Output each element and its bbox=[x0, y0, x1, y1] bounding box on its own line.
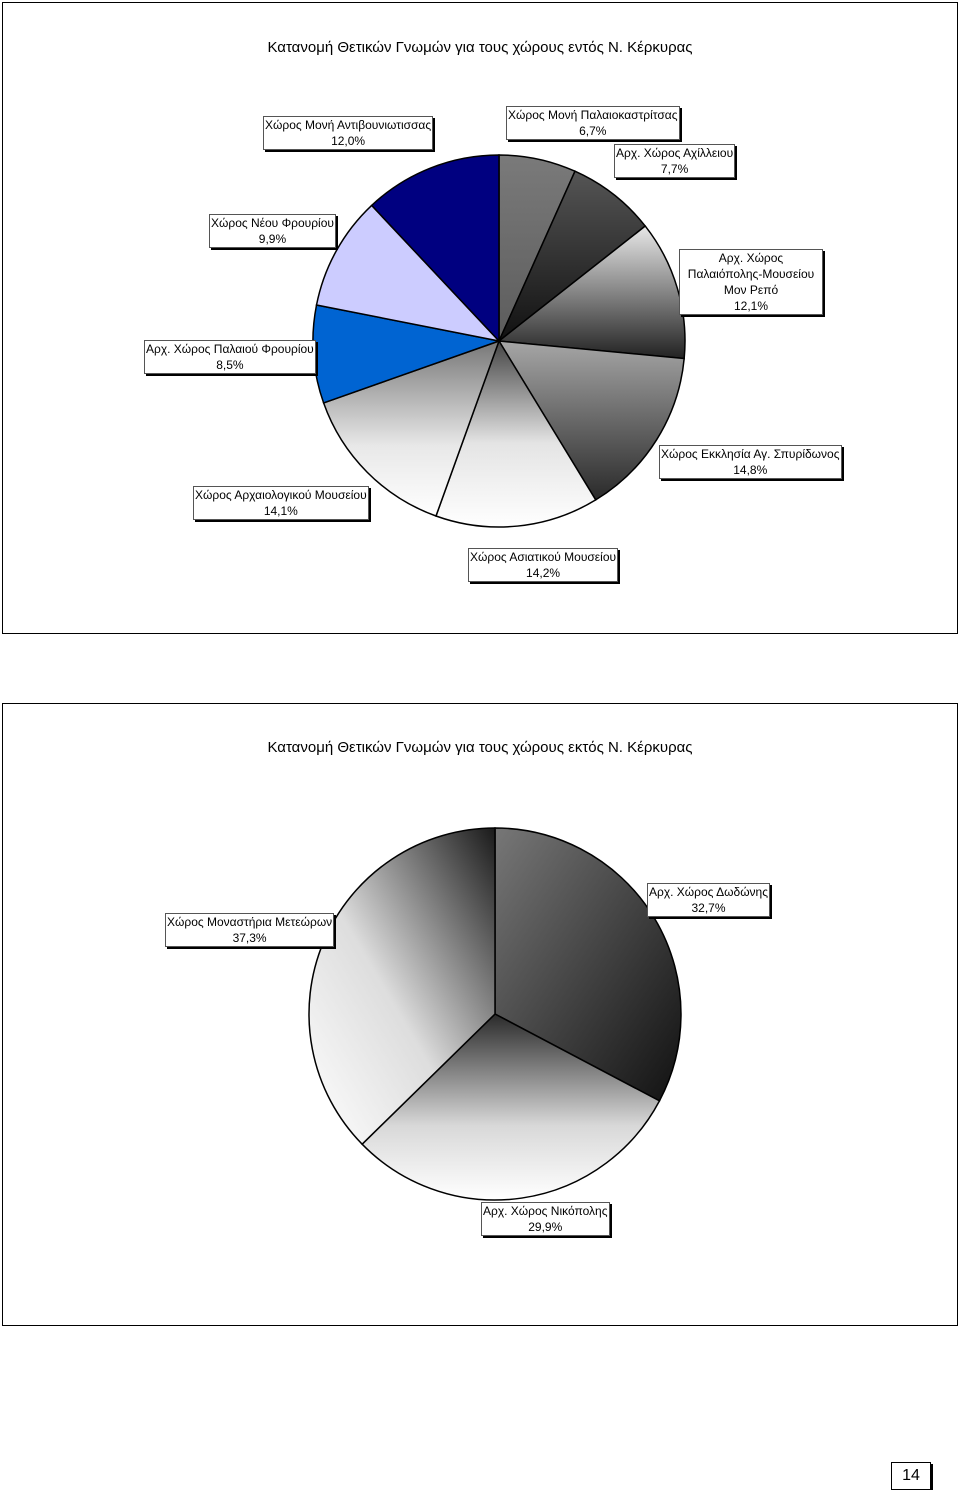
label-name: Αρχ. Χώρος Δωδώνης bbox=[649, 885, 769, 899]
label-pct: 32,7% bbox=[691, 901, 726, 915]
pie-chart-inside-kerkyra bbox=[2, 2, 958, 634]
label-name: Χώρος Εκκλησία Αγ. Σπυρίδωνος bbox=[661, 447, 840, 461]
label-name: Χώρος Μονή Παλαιοκαστρίτσας bbox=[508, 108, 678, 122]
label-moni-antivouniotissas bbox=[263, 116, 433, 150]
label-name: Αρχ. Χώρος Αχίλλειου bbox=[616, 146, 734, 160]
label-moni-palaiokastritsas bbox=[506, 106, 680, 140]
label-pct: 7,7% bbox=[660, 162, 689, 176]
label-name: Αρχ. Χώρος Παλαιόπολης-Μουσείου Μον Ρεπό bbox=[687, 251, 815, 297]
label-neo-frourio bbox=[209, 214, 336, 248]
label-pct: 37,3% bbox=[232, 931, 267, 945]
label-palaio-frourio bbox=[144, 340, 316, 374]
label-pct: 14,8% bbox=[733, 463, 768, 477]
label-name: Χώρος Νέου Φρουρίου bbox=[211, 216, 334, 230]
label-nikopoli bbox=[481, 1202, 610, 1236]
label-pct: 12,0% bbox=[331, 134, 366, 148]
label-name: Χώρος Μονή Αντιβουνιωτισσας bbox=[265, 118, 432, 132]
label-archaiologiko-mouseio bbox=[193, 486, 369, 520]
label-palaiopolis bbox=[679, 249, 823, 315]
label-asiatiko-mouseio bbox=[468, 548, 618, 582]
label-pct: 6,7% bbox=[579, 124, 607, 138]
pie-chart-1-canvas bbox=[3, 3, 959, 635]
chart-title: Κατανομή Θετικών Γνωμών για τους χώρους εκτός Ν. Κέρκυρας bbox=[267, 739, 693, 756]
page-number: 14 bbox=[891, 1462, 931, 1490]
label-pct: 12,1% bbox=[733, 299, 769, 313]
label-pct: 8,5% bbox=[216, 358, 244, 372]
label-name: Αρχ. Χώρος Παλαιού Φρουρίου bbox=[146, 342, 314, 356]
label-achilleio bbox=[614, 144, 735, 178]
label-pct: 29,9% bbox=[528, 1220, 563, 1234]
label-dodoni bbox=[647, 883, 770, 917]
chart-title: Κατανομή Θετικών Γνωμών για τους χώρους εντός Ν. Κέρκυρας bbox=[267, 39, 693, 56]
label-name: Χώρος Ασιατικού Μουσείου bbox=[470, 550, 617, 564]
label-name: Χώρος Αρχαιολογικού Μουσείου bbox=[195, 488, 367, 502]
label-pct: 14,1% bbox=[263, 504, 298, 518]
label-pct: 9,9% bbox=[258, 232, 287, 246]
label-name: Αρχ. Χώρος Νικόπολης bbox=[483, 1204, 608, 1218]
pie-chart-outside-kerkyra bbox=[2, 703, 958, 1326]
label-pct: 14,2% bbox=[526, 566, 561, 580]
label-meteora bbox=[165, 913, 334, 947]
label-name: Χώρος Μοναστήρια Μετεώρων bbox=[167, 915, 333, 929]
label-agios-spyridon bbox=[659, 445, 842, 479]
